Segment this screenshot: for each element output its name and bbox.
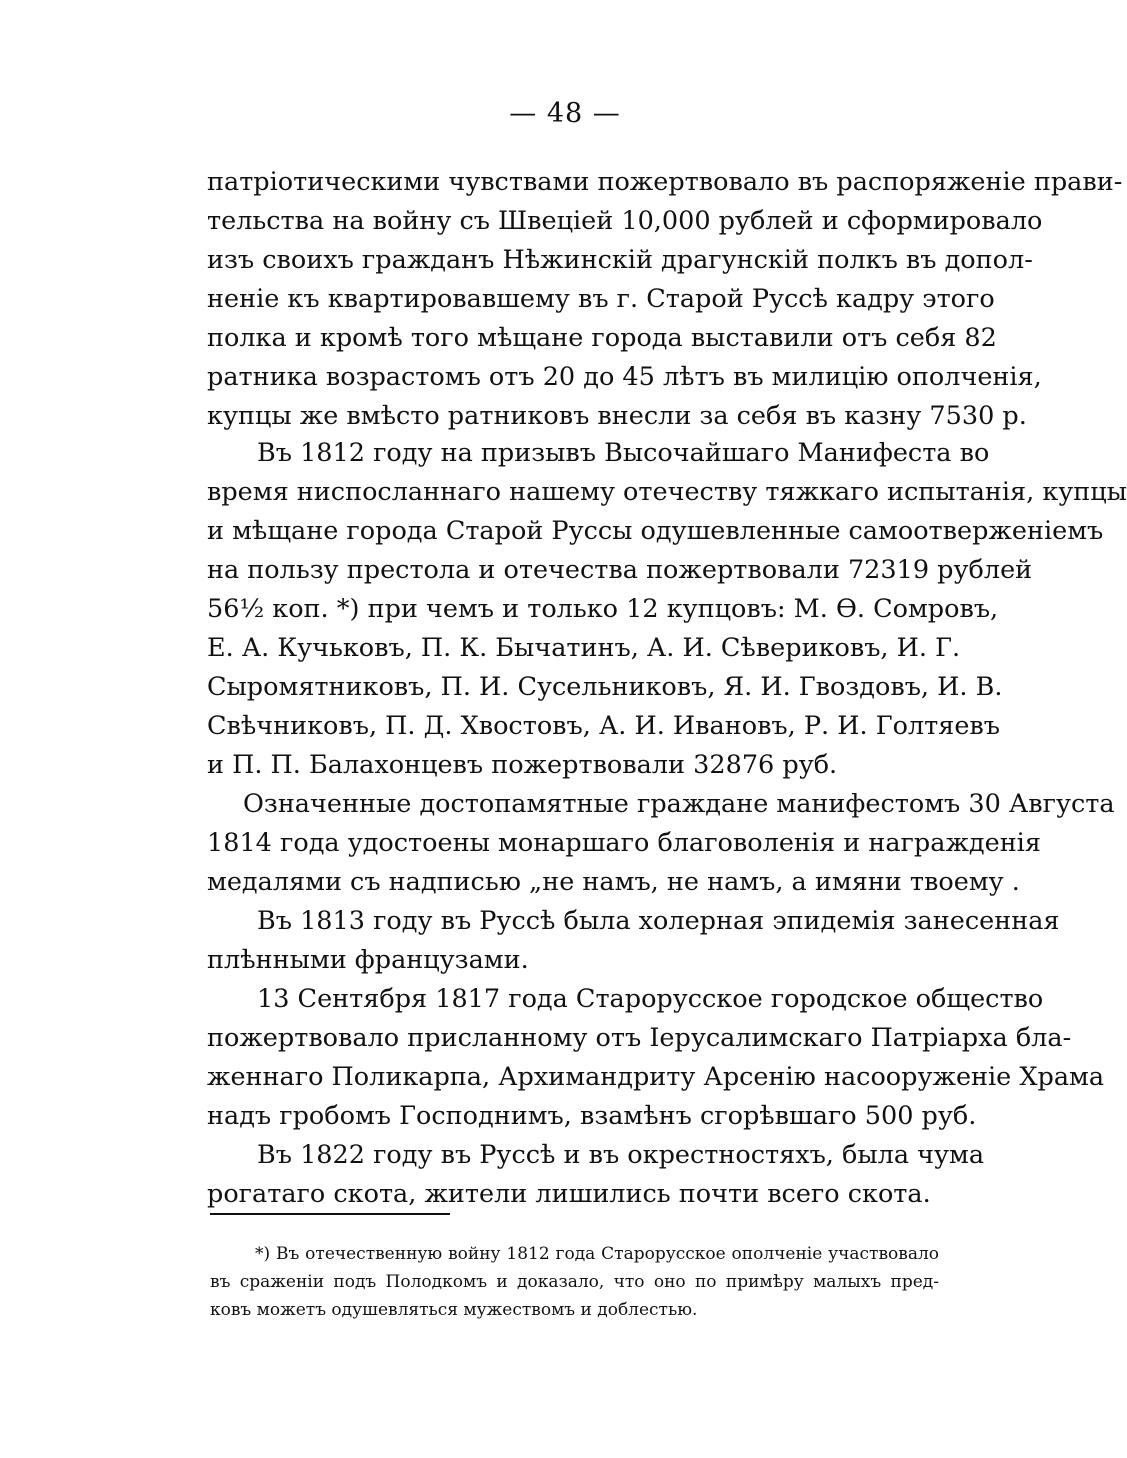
text-line: медалями съ надписью „не намъ, не намъ, а имяни твоему . xyxy=(207,867,1020,897)
paragraph-first-line: Означенные достопамятные граждане манифестомъ 30 Августа xyxy=(243,789,1115,819)
paragraph-first-line: Въ 1812 году на призывъ Высочайшаго Манифеста во xyxy=(257,438,990,468)
text-line: полка и кромѣ того мѣщане города выставили отъ себя 82 xyxy=(207,323,997,353)
text-line: и П. П. Балахонцевъ пожертвовали 32876 руб. xyxy=(207,750,838,780)
text-line: рогатаго скота, жители лишились почти всего скота. xyxy=(207,1179,931,1209)
text-line: время ниспосланнаго нашему отечеству тяжкаго испытанія, купцы xyxy=(207,477,1127,507)
text-line: патріотическими чувствами пожертвовало въ распоряженіе прави- xyxy=(207,167,1123,197)
text-line: Свѣчниковъ, П. Д. Хвостовъ, А. И. Ивановъ, Р. И. Голтяевъ xyxy=(207,711,1000,741)
text-line: ратника возрастомъ отъ 20 до 45 лѣтъ въ милицію ополченія, xyxy=(207,362,1042,392)
page-number: — 48 — xyxy=(509,98,621,129)
text-line: неніе къ квартировавшему въ г. Старой Руссѣ кадру этого xyxy=(207,284,995,314)
text-line: купцы же вмѣсто ратниковъ внесли за себя въ казну 7530 р. xyxy=(207,401,1027,431)
text-line: надъ гробомъ Господнимъ, взамѣнъ сгорѣвшаго 500 руб. xyxy=(207,1101,977,1131)
footnote-line: ковъ можетъ одушевляться мужествомъ и доблестью. xyxy=(210,1300,698,1320)
footnote-line: въ сраженіи подъ Полодкомъ и доказало, что оно по примѣру малыхъ пред- xyxy=(210,1272,939,1292)
paragraph-first-line: 13 Сентября 1817 года Старорусское городское общество xyxy=(257,984,1044,1014)
text-line: 1814 года удостоены монаршаго благоволенія и награжденія xyxy=(207,828,1041,858)
text-line: изъ своихъ гражданъ Нѣжинскій драгунскій полкъ въ допол- xyxy=(207,245,1033,275)
text-line: пожертвовало присланному отъ Іерусалимскаго Патріарха бла- xyxy=(207,1023,1072,1053)
paragraph-first-line: Въ 1822 году въ Руссѣ и въ окрестностяхъ, была чума xyxy=(257,1140,985,1170)
text-line: тельства на войну съ Швеціей 10,000 рублей и сформировало xyxy=(207,206,1043,236)
text-line: 56½ коп. *) при чемъ и только 12 купцовъ: М. Ѳ. Сомровъ, xyxy=(207,594,999,624)
footnote-divider xyxy=(210,1213,450,1215)
text-line: и мѣщане города Старой Руссы одушевленные самоотверженіемъ xyxy=(207,516,1104,546)
text-line: Сыромятниковъ, П. И. Сусельниковъ, Я. И. Гвоздовъ, И. В. xyxy=(207,672,1003,702)
footnote-line: *) Въ отечественную войну 1812 года Старорусское ополченіе участвовало xyxy=(255,1244,939,1264)
paragraph-first-line: Въ 1813 году въ Руссѣ была холерная эпидемія занесенная xyxy=(257,906,1060,936)
text-line: Е. А. Кучьковъ, П. К. Бычатинъ, А. И. Сѣвериковъ, И. Г. xyxy=(207,633,961,663)
text-line: женнаго Поликарпа, Архимандриту Арсенію насооруженіе Храма xyxy=(207,1062,1105,1092)
text-line: на пользу престола и отечества пожертвовали 72319 рублей xyxy=(207,555,1033,585)
text-line: плѣнными французами. xyxy=(207,945,529,975)
